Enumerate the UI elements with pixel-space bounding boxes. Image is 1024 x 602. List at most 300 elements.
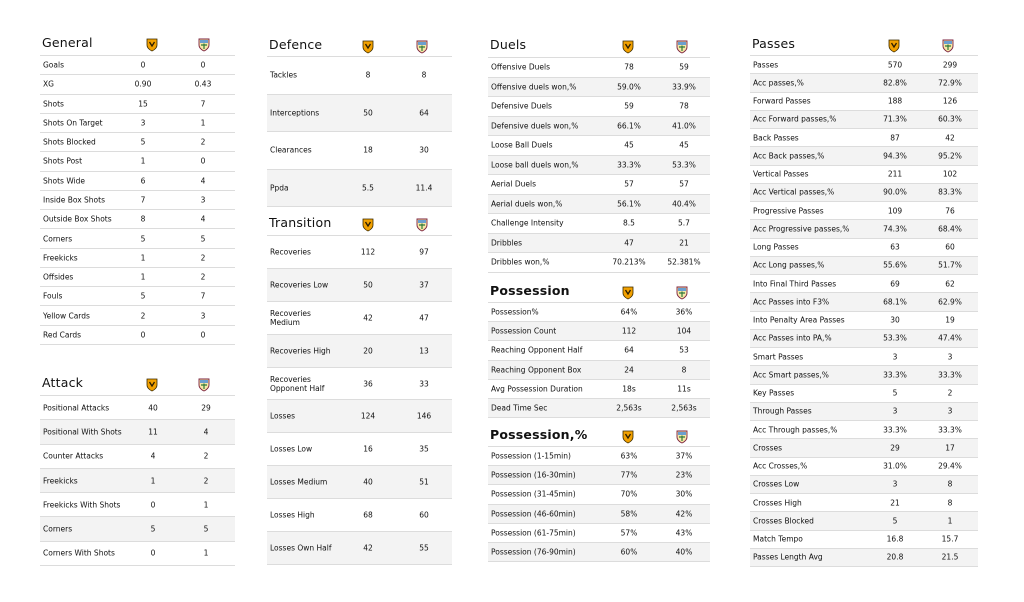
team2-value: 68.4% [938,224,962,234]
team1-value: 5 [150,524,156,534]
team1-value: 1 [150,476,156,486]
team2-value: 19 [945,315,955,325]
panel-title: Possession [490,283,570,298]
stat-label: Passes Length Avg [753,552,823,562]
team2-value: 30% [675,489,693,499]
stat-row [750,512,978,530]
stat-label: Ppda [270,183,289,193]
stat-row [750,74,978,92]
team2-value: 102 [942,169,958,179]
stat-row [267,269,452,302]
team1-value: 33.3% [883,425,907,435]
stat-row [40,268,235,287]
panel-title: Passes [752,36,796,51]
stat-row [750,239,978,257]
stat-label: Aerial duels won,% [491,199,563,209]
stat-label: XG [43,79,54,89]
team2-value: 40% [675,547,693,557]
stat-row [40,152,235,171]
panel-header [267,213,452,235]
stat-row [40,542,235,566]
stat-row [750,366,978,384]
team1-value: 3 [892,406,898,416]
stat-label: Possession (76-90min) [491,547,576,557]
team2-value: 51 [419,477,429,487]
team1-value: 87 [890,133,900,143]
stat-row [750,293,978,311]
burnley-crest-icon [198,377,210,391]
team1-value: 68.1% [883,297,907,307]
team2-value: 40.4% [672,199,696,209]
stat-label: Vertical Passes [753,169,809,179]
stat-label: Losses [270,411,295,421]
stat-label: Acc Smart passes,% [753,370,829,380]
team1-value: 1 [140,253,146,263]
stat-rows [750,56,978,567]
team1-value: 18s [622,384,636,394]
stat-label: Possession (46-60min) [491,509,576,519]
team2-value: 76 [945,206,955,216]
stat-row [40,396,235,420]
burnley-crest-icon [198,37,210,51]
stat-label: Possession Count [491,326,557,336]
team2-value: 13 [419,346,429,356]
stat-label: Freekicks [43,253,78,263]
stat-row [488,524,710,543]
burnley-crest-icon [676,285,688,299]
team2-value: 95.2% [938,151,962,161]
team1-value: 57 [624,179,634,189]
stat-label: Defensive Duels [491,101,552,111]
stat-label: Losses Medium [270,477,328,487]
team2-value: 1 [203,500,209,510]
team1-value: 124 [360,411,376,421]
team2-value: 62.9% [938,297,962,307]
team2-value: 64 [419,108,429,118]
team2-value: 51.7% [938,260,962,270]
stat-row [488,78,710,98]
team2-value: 42 [945,133,955,143]
team1-value: 4 [150,451,156,461]
team2-value: 2 [203,476,209,486]
team1-value: 82.8% [883,78,907,88]
stat-row [750,166,978,184]
team2-value: 47 [419,313,429,323]
team2-value: 299 [942,60,958,70]
stat-row [488,361,710,380]
team2-value: 8 [947,498,953,508]
team2-value: 11.4 [415,183,433,193]
stat-row [40,517,235,541]
stat-row [40,306,235,325]
stat-row [488,505,710,524]
team1-value: 7 [140,195,146,205]
stat-row [488,303,710,322]
stat-label: Red Cards [43,330,82,340]
team1-value: 5 [140,291,146,301]
team2-value: 11s [677,384,691,394]
stat-row [488,195,710,215]
stat-label: Losses Own Half [270,543,332,553]
stat-row [750,458,978,476]
stat-row [750,93,978,111]
stat-label: Reaching Opponent Half [491,345,583,355]
panel-header [488,425,710,447]
burnley-crest-icon [942,38,954,52]
wolves-crest-icon [362,39,374,53]
stat-label: Interceptions [270,108,320,118]
stat-row [40,191,235,210]
stat-label: Positional Attacks [43,403,110,413]
panel-header [488,281,710,303]
team2-value: 17 [945,443,955,453]
team1-value: 1 [140,272,146,282]
stat-row [267,335,452,368]
stat-row [750,220,978,238]
stat-label: Corners [43,234,73,244]
team2-value: 36% [675,307,693,317]
team2-value: 37 [419,280,429,290]
team2-value: 53.3% [672,160,696,170]
stat-row [750,385,978,403]
stat-row [267,302,452,335]
stat-rows [40,56,235,345]
stat-label: Acc passes,% [753,78,804,88]
team2-value: 2 [947,388,953,398]
stat-label: Acc Long passes,% [753,260,825,270]
stat-rows [40,396,235,566]
stat-label: Loose Ball Duels [491,140,553,150]
stat-label: Crosses Low [753,479,800,489]
team2-value: 4 [200,176,206,186]
team2-value: 0 [200,156,206,166]
stat-row [488,136,710,156]
team2-value: 1 [203,548,209,558]
team2-value: 15.7 [941,534,959,544]
team1-value: 59 [624,101,634,111]
team1-value: 77% [620,470,638,480]
team2-value: 5 [203,524,209,534]
stat-row [750,56,978,74]
team1-value: 3 [892,479,898,489]
team2-value: 55 [419,543,429,553]
stat-row [267,57,452,95]
team1-value: 42 [363,543,373,553]
stat-row [40,469,235,493]
team2-value: 23% [675,470,693,480]
stat-row [40,114,235,133]
stat-label: Counter Attacks [43,451,104,461]
stat-label: Through Passes [753,406,812,416]
team1-value: 570 [887,60,903,70]
stat-label: Aerial Duels [491,179,536,189]
stat-label: Crosses [753,443,783,453]
team1-value: 31.0% [883,461,907,471]
team2-value: 126 [942,96,958,106]
team1-value: 69 [890,279,900,289]
team1-value: 24 [624,365,634,375]
stat-label: Possession (1-15min) [491,451,571,461]
team2-value: 3 [200,311,206,321]
team1-value: 56.1% [617,199,641,209]
stat-label: Defensive duels won,% [491,121,579,131]
burnley-crest-icon [416,217,428,231]
wolves-crest-icon [146,377,158,391]
team1-value: 16.8 [886,534,904,544]
stat-row [488,117,710,137]
team1-value: 18 [363,145,373,155]
team2-value: 35 [419,444,429,454]
team2-value: 1 [947,516,953,526]
stat-label: Loose ball duels won,% [491,160,579,170]
stat-row [750,531,978,549]
team2-value: 146 [416,411,432,421]
team2-value: 60.3% [938,114,962,124]
stat-label: Crosses Blocked [753,516,814,526]
stat-row [750,257,978,275]
team1-value: 0 [150,548,156,558]
stat-row [267,466,452,499]
team1-value: 112 [360,247,376,257]
stat-label: Acc Back passes,% [753,151,825,161]
stat-label: Possession (16-30min) [491,470,576,480]
team2-value: 42% [675,509,693,519]
wolves-crest-icon [622,285,634,299]
team2-value: 47.4% [938,333,962,343]
stat-label: Losses Low [270,444,313,454]
team1-value: 112 [621,326,637,336]
team2-value: 7 [200,99,206,109]
team2-value: 52.381% [667,257,701,267]
stat-label: Into Penalty Area Passes [753,315,845,325]
team2-value: 33.3% [938,425,962,435]
stat-row [40,56,235,75]
team2-value: 41.0% [672,121,696,131]
stat-label: Freekicks With Shots [43,500,121,510]
stat-label: Losses High [270,510,315,520]
team2-value: 33 [419,379,429,388]
team2-value: 62 [945,279,955,289]
stat-label: Recoveries Opponent Half [270,374,325,393]
stat-row [40,249,235,268]
stat-rows [488,447,710,562]
stat-row [488,380,710,399]
stat-label: Possession% [491,307,539,317]
team1-value: 63 [890,242,900,252]
team2-value: 37% [675,451,693,461]
team1-value: 5 [892,388,898,398]
team1-value: 64% [620,307,638,317]
stat-label: Freekicks [43,476,78,486]
team1-value: 5 [140,234,146,244]
stat-label: Outside Box Shots [43,214,112,224]
team1-value: 45 [624,140,634,150]
stat-label: Offsides [43,272,74,282]
stat-row [488,253,710,273]
team2-value: 2 [200,253,206,263]
stat-row [750,421,978,439]
team1-value: 64 [624,345,634,355]
stat-label: Positional With Shots [43,427,122,437]
stat-label: Smart Passes [753,352,804,362]
team2-value: 33.9% [672,82,696,92]
team1-value: 68 [363,510,373,520]
team1-value: 11 [148,427,158,437]
stat-row [750,348,978,366]
team1-value: 3 [140,118,146,128]
team2-value: 53 [679,345,689,355]
stat-label: Fouls [43,291,63,301]
panel-title: Possession,% [490,427,588,442]
team2-value: 8 [947,479,953,489]
team2-value: 83.3% [938,187,962,197]
stat-label: Goals [43,60,64,70]
team1-value: 0 [140,330,146,340]
team1-value: 2,563s [616,403,642,413]
stat-row [267,499,452,532]
team1-value: 53.3% [883,333,907,343]
team1-value: 16 [363,444,373,454]
team2-value: 60 [419,510,429,520]
team1-value: 2 [140,311,146,321]
stat-label: Acc Forward passes,% [753,114,837,124]
stat-rows [267,236,452,565]
stat-label: Clearances [270,145,312,155]
stat-label: Acc Through passes,% [753,425,838,435]
stat-label: Offensive duels won,% [491,82,577,92]
stat-label: Recoveries Medium [270,308,311,327]
stat-row [267,95,452,133]
stat-row [750,147,978,165]
stat-row [40,326,235,345]
stat-row [488,97,710,117]
stat-row [750,275,978,293]
stat-label: Recoveries Low [270,280,329,290]
stat-label: Shots Blocked [43,137,96,147]
stat-row [40,133,235,152]
team1-value: 1 [140,156,146,166]
team2-value: 72.9% [938,78,962,88]
wolves-crest-icon [888,38,900,52]
stat-label: Shots Wide [43,176,86,186]
stat-label: Reaching Opponent Box [491,365,582,375]
stat-row [40,172,235,191]
stat-label: Corners With Shots [43,548,115,558]
stat-row [40,287,235,306]
team2-value: 2 [200,137,206,147]
stat-row [267,433,452,466]
team1-value: 40 [148,403,158,413]
stat-row [750,476,978,494]
stat-label: Acc Passes into F3% [753,297,830,307]
stat-rows [267,57,452,207]
team1-value: 50 [363,280,373,290]
stat-row [488,399,710,418]
team2-value: 8 [681,365,687,375]
team1-value: 90.0% [883,187,907,197]
stat-row [750,312,978,330]
burnley-crest-icon [676,429,688,443]
stat-label: Yellow Cards [43,311,90,321]
stat-row [488,234,710,254]
team2-value: 59 [679,62,689,72]
team2-value: 104 [676,326,692,336]
panel-header [267,35,452,57]
team1-value: 211 [887,169,903,179]
stat-label: Long Passes [753,242,799,252]
team2-value: 3 [947,352,953,362]
stat-label: Crosses High [753,498,802,508]
stat-row [40,493,235,517]
stat-row [267,368,452,401]
team1-value: 70.213% [612,257,646,267]
team2-value: 0 [200,330,206,340]
stat-label: Forward Passes [753,96,811,106]
team2-value: 2,563s [671,403,697,413]
stat-row [40,210,235,229]
panel-title: General [42,35,93,50]
panel-title: Defence [269,37,323,52]
stat-rows [488,303,710,418]
team1-value: 57% [620,528,638,538]
stat-row [750,549,978,567]
stat-row [750,439,978,457]
stat-row [267,170,452,208]
wolves-crest-icon [362,217,374,231]
team1-value: 109 [887,206,903,216]
team1-value: 21 [890,498,900,508]
stat-label: Tackles [270,70,298,80]
stat-label: Dribbles [491,238,523,248]
stat-row [488,543,710,562]
team2-value: 21.5 [941,552,959,562]
panel-header [488,35,710,57]
stat-row [40,445,235,469]
stat-row [267,532,452,565]
team1-value: 63% [620,451,638,461]
team1-value: 30 [890,315,900,325]
stat-label: Back Passes [753,133,799,143]
stat-row [488,214,710,234]
team1-value: 66.1% [617,121,641,131]
team2-value: 0.43 [194,79,212,89]
stat-label: Recoveries [270,247,311,257]
team1-value: 0.90 [134,79,152,89]
stat-label: Inside Box Shots [43,195,105,205]
team1-value: 5.5 [362,183,374,193]
stat-row [267,132,452,170]
stat-row [488,447,710,466]
stat-label: Possession (61-75min) [491,528,576,538]
team1-value: 33.3% [617,160,641,170]
stat-label: Into Final Third Passes [753,279,837,289]
stat-label: Shots Post [43,156,83,166]
team2-value: 5 [200,234,206,244]
team2-value: 78 [679,101,689,111]
team1-value: 8 [140,214,146,224]
stat-row [750,494,978,512]
stat-row [750,330,978,348]
team1-value: 78 [624,62,634,72]
stat-row [488,175,710,195]
team1-value: 8.5 [623,218,635,228]
team1-value: 40 [363,477,373,487]
stat-row [40,95,235,114]
team1-value: 71.3% [883,114,907,124]
team1-value: 36 [363,379,373,388]
panel-header [40,33,235,55]
team2-value: 1 [200,118,206,128]
